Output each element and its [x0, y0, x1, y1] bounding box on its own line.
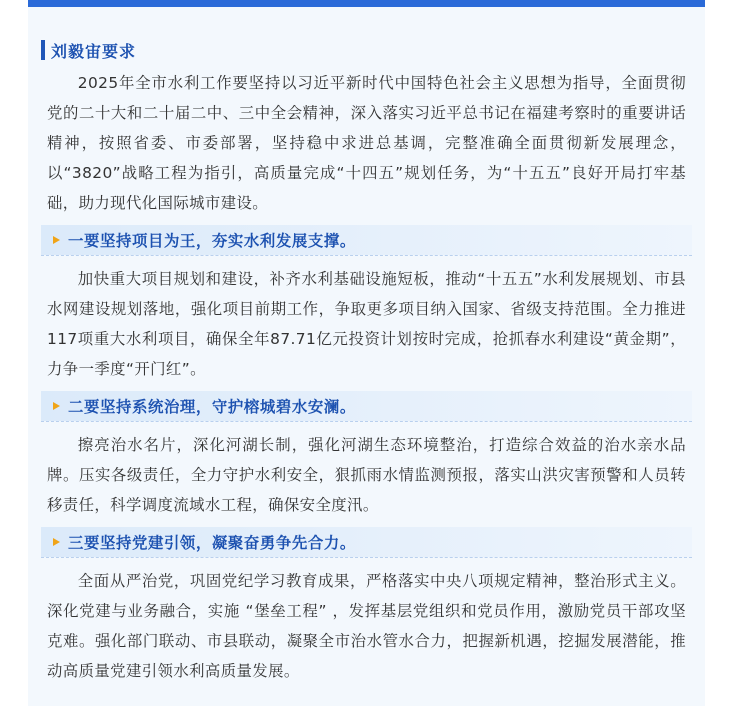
section-3-paragraph: 全面从严治党，巩固党纪学习教育成果，严格落实中央八项规定精神，整治形式主义。深化党建与业务融合，实施 “堡垒工程” ，发挥基层党组织和党员作用，激励党员干部攻坚克难。强化部门联动、市县联动，凝聚全市治水管水合力，把握新机遇，挖掘发展潜能，推动高质量党建引领水利高质量发展。 — [47, 572, 686, 680]
top-accent-bar — [28, 0, 705, 7]
triangle-bullet-icon — [53, 538, 60, 546]
article-content — [41, 38, 692, 686]
subheading-3-text: 三要坚持党建引领，凝聚奋勇争先合力。 — [68, 534, 356, 552]
subheading-3 — [41, 527, 692, 557]
subheading-1 — [41, 225, 692, 255]
heading-text: 刘毅宙要求 — [51, 41, 137, 61]
subheading-2-text: 二要坚持系统治理，守护榕城碧水安澜。 — [68, 398, 356, 416]
dashed-divider — [41, 421, 692, 422]
section-1-paragraph: 加快重大项目规划和建设，补齐水利基础设施短板，推动“十五五”水利发展规划、市县水网建设规划落地，强化项目前期工作，争取更多项目纳入国家、省级支持范围。全力推进117项重大水利项目，确保全年87.71亿元投资计划按时完成，抢抓春水利建设“黄金期”，力争一季度“开门红”。 — [47, 270, 686, 378]
heading-marker — [41, 40, 45, 60]
intro-paragraph: 2025年全市水利工作要坚持以习近平新时代中国特色社会主义思想为指导，全面贯彻党的二十大和二十届二中、三中全会精神，深入落实习近平总书记在福建考察时的重要讲话精神，按照省委、市委部署，坚持稳中求进总基调，完整准确全面贯彻新发展理念，以“3820”战略工程为指引，高质量完成“十四五”规划任务，为“十五五”良好开局打牢基础，助力现代化国际城市建设。 — [47, 74, 686, 212]
section-heading — [41, 38, 692, 62]
subheading-1-text: 一要坚持项目为王，夯实水利发展支撑。 — [68, 232, 356, 250]
section-2-paragraph: 擦亮治水名片，深化河湖长制，强化河湖生态环境整治，打造综合效益的治水亲水品牌。压实各级责任，全力守护水利安全，狠抓雨水情监测预报，落实山洪灾害预警和人员转移责任，科学调度流域水工程，确保安全度汛。 — [47, 436, 686, 514]
subheading-2 — [41, 391, 692, 421]
triangle-bullet-icon — [53, 236, 60, 244]
triangle-bullet-icon — [53, 402, 60, 410]
dashed-divider — [41, 557, 692, 558]
article-card — [28, 0, 705, 706]
dashed-divider — [41, 255, 692, 256]
